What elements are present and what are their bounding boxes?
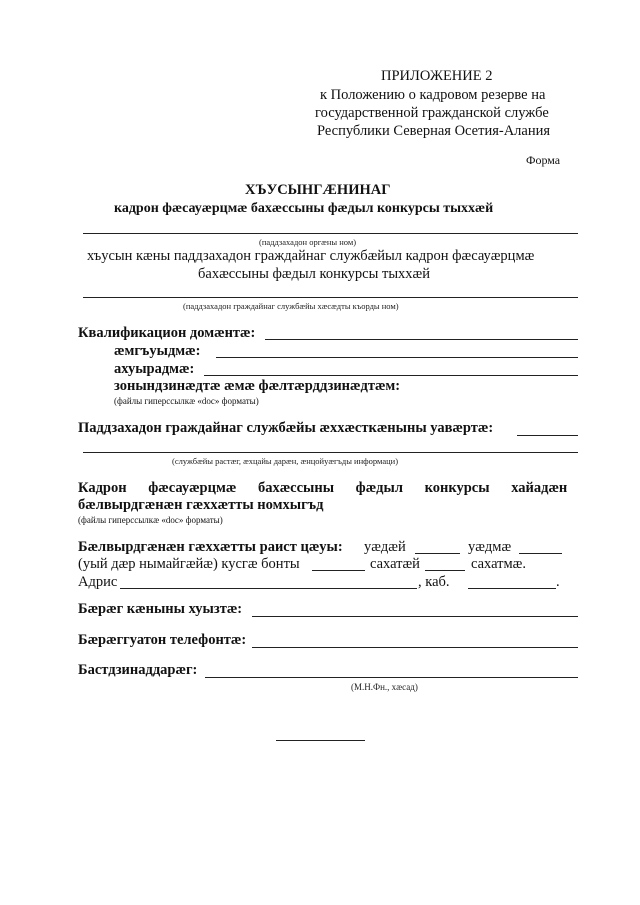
signature-label: Бастдзинаддарæг: [78,662,198,678]
office-line[interactable] [468,588,556,589]
reception-label: Бæлвырдгæнæн гæххæтты раист цæуы: [78,539,343,555]
address-label: Адрис [78,574,118,590]
announce-line-2: бахæссыны фæдыл конкурсы тыххæй [198,266,430,282]
organ-name-line[interactable] [83,233,578,234]
documents-line-1: Кадрон фæсауæрцмæ бахæссыны фæдыл конкурсы хайадæн [78,480,568,496]
position-group-line[interactable] [83,297,578,298]
doc-title: ХЪУСЫНГÆНИНАГ [245,182,391,198]
reception-to: уæдмæ [468,539,512,555]
phones-line[interactable] [252,647,578,648]
appendix-line-2: государственной гражданской службе [315,105,549,121]
knowledge-label: зонындзинæдтæ æмæ фæлтæрддзинæдтæм: [114,378,401,394]
appendix-line-1: к Положению о кадровом резерве на [320,87,546,103]
hours-to-text: сахатмæ. [471,556,526,572]
hours-from-line[interactable] [425,570,465,571]
place-line[interactable] [252,616,578,617]
experience-label: ахуырадмæ: [114,361,195,377]
vacancy-caption: (службæйы растæг, æхцайы дарæн, æнцойуæгъды информаци) [172,456,399,466]
workdays-line[interactable] [312,570,365,571]
qualification-label: Квалификацион домæнтæ: [78,325,256,341]
office-label: , каб. [418,574,450,590]
education-label: æмгъуыдмæ: [114,343,201,359]
reception-from-line[interactable] [415,553,460,554]
phones-label: Бæрæггуатон телефонтæ: [78,632,247,648]
vacancy-short-line[interactable] [517,435,578,436]
place-label: Бæрæг кæныны хуызтæ: [78,601,243,617]
position-group-caption: (паддзахадон граждайнаг службæйы хæсæдты къорды ном) [183,301,399,311]
doc-subtitle: кадрон фæсауæрцмæ бахæссыны фæдыл конкурсы тыххæй [114,201,494,216]
form-label: Форма [526,153,561,167]
signature-caption: (М.Н.Фн., хæсад) [351,682,418,692]
education-line[interactable] [216,357,578,358]
experience-line[interactable] [204,375,578,376]
signature-line[interactable] [205,677,578,678]
vacancy-label: Паддзахадон граждайнаг службæйы æххæсткæныны уавæртæ: [78,420,494,436]
documents-line-2: бæлвырдгæнæн гæххæтты номхыгъд [78,497,324,513]
bottom-separator [276,740,365,741]
reception-to-line[interactable] [519,553,562,554]
documents-note: (файлы гиперссылкæ «doc» форматы) [78,515,223,525]
reception-from: уæдæй [364,539,406,555]
office-end-dot: . [556,574,560,590]
address-line[interactable] [120,588,417,589]
vacancy-line[interactable] [83,452,578,453]
appendix-number: ПРИЛОЖЕНИЕ 2 [381,68,493,84]
workdays-text: (уый дæр нымайгæйæ) кусгæ бонты [78,556,300,572]
announce-line-1: хъусын кæны паддзахадон граждайнаг службæйыл кадрон фæсауæрцмæ [87,248,535,264]
appendix-line-3: Республики Северная Осетия-Алания [317,123,551,139]
organ-name-caption: (паддзахадон оргæны ном) [259,237,357,247]
knowledge-note: (файлы гиперссылкæ «doc» форматы) [114,396,259,406]
qualification-line[interactable] [265,339,578,340]
hours-from-text: сахатæй [370,556,420,572]
